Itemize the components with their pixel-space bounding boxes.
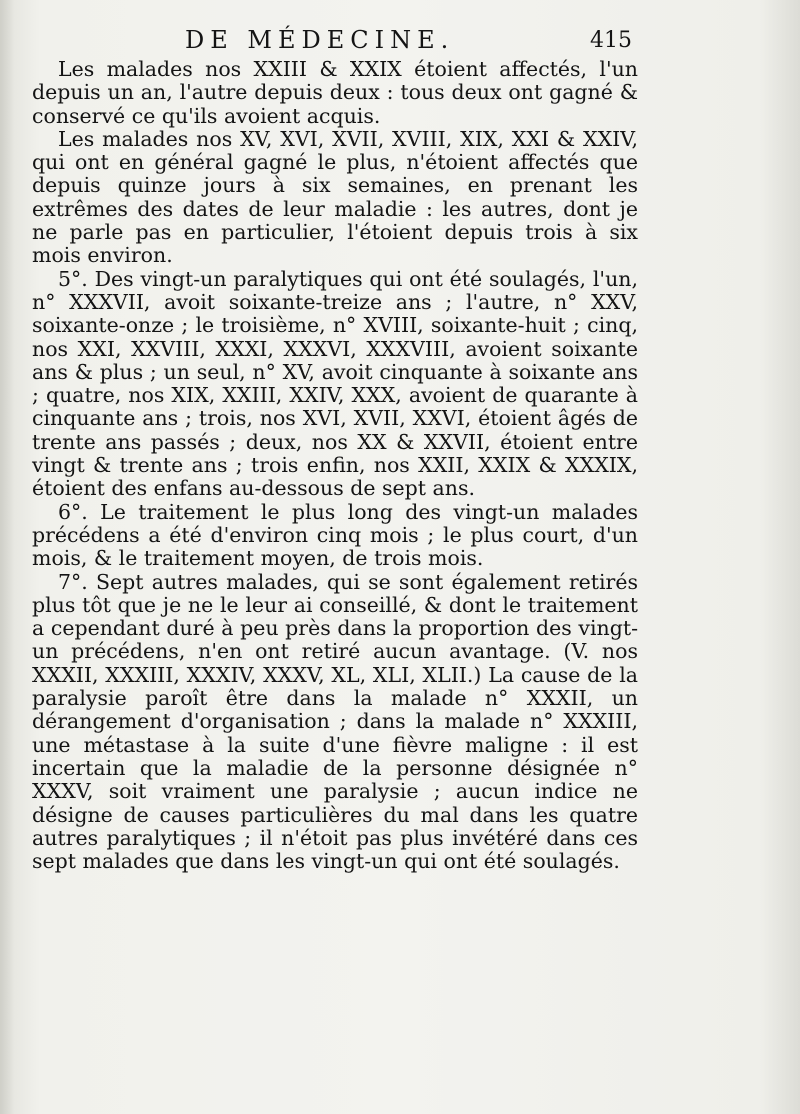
paragraph-5: 7°. Sept autres malades, qui se sont également retirés plus tôt que je ne le leur ai conseillé, & dont le traitement a cependant duré à peu près dans la proportion des vingt-un précédens, n'en ont retiré aucun avantage. (V. nos XXXII, XXXIII, XXXIV, XXXV, XL, XLI, XLII.) La cause de la paralysie paroît être dans la malade n° XXXII, un dérangement d'organisation ; dans la malade n° XXXIII, une métastase à la suite d'une fièvre maligne : il est incertain que la maladie de la personne désignée n° XXXV, soit vraiment une paralysie ; aucun indice ne désigne de causes particulières du mal dans les quatre autres paralytiques ; il n'étoit pas plus invétéré dans ces sept malades que dans les vingt-un qui ont été soulagés. [32,569,638,874]
paragraph-2: Les malades nos XV, XVI, XVII, XVIII, XIX, XXI & XXIV, qui ont en général gagné le plus, n'étoient affectés que depuis quinze jours à six semaines, en prenant les extrêmes des dates de leur maladie : les autres, dont je ne parle pas en particulier, l'étoient depuis trois à six mois environ. [32,126,638,268]
page-body [32,58,638,873]
page-number: 415 [590,28,632,53]
page-header [0,22,800,62]
paragraph-1: Les malades nos XXIII & XXIX étoient affectés, l'un depuis un an, l'autre depuis deux : tous deux ont gagné & conservé ce qu'ils avoient acquis. [32,57,638,128]
paragraph-3: 5°. Des vingt-un paralytiques qui ont été soulagés, l'un, n° XXXVII, avoit soixante-treize ans ; l'autre, n° XXV, soixante-onze ; le troisième, n° XVIII, soixante-huit ; cinq, nos XXI, XXVIII, XXXI, XXXVI, XXXVIII, avoient soixante ans & plus ; un seul, n° XV, avoit cinquante à soixante ans ; quatre, nos XIX, XXIII, XXIV, XXX, avoient de quarante à cinquante ans ; trois, nos XVI, XVII, XXVI, étoient âgés de trente ans passés ; deux, nos XX & XXVII, étoient entre vingt & trente ans ; trois enfin, nos XXII, XXIX & XXXIX, étoient des enfans au-dessous de sept ans. [32,266,638,501]
paragraph-4: 6°. Le traitement le plus long des vingt-un malades précédens a été d'environ cinq mois ; le plus court, d'un mois, & le traitement moyen, de trois mois. [32,499,638,571]
bleed-through-text [60,1005,740,1105]
page-gutter-shadow [0,0,14,1114]
running-head: DE MÉDECINE. [185,26,455,54]
